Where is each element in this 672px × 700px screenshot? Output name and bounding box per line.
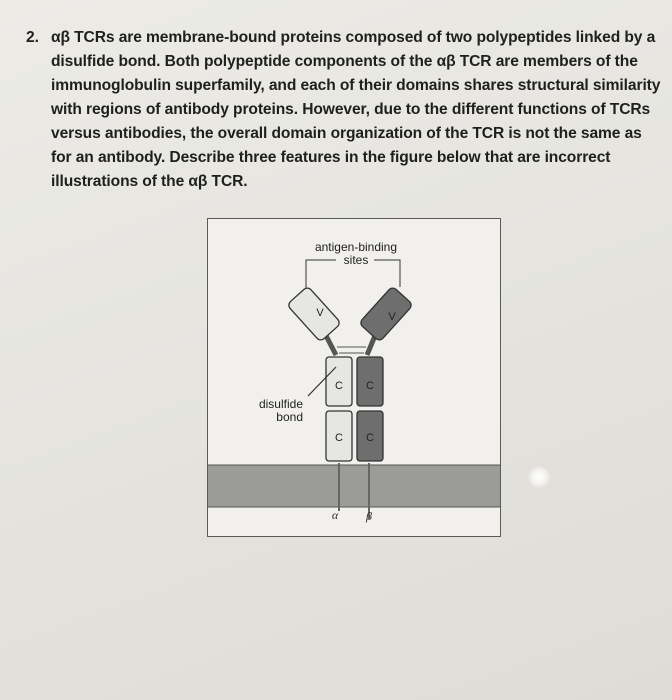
alpha-c1-label: C: [335, 380, 343, 392]
alpha-c2-label: C: [335, 432, 343, 444]
question-text-end: that are incorrect illustrations of the αβ TCR.: [51, 149, 611, 190]
bracket-right: [374, 260, 400, 287]
alpha-chain-label: α: [331, 508, 339, 522]
bracket-left: [306, 260, 336, 291]
beta-v-label: V: [388, 311, 396, 323]
beta-v-domain: [359, 286, 413, 342]
beta-c1-label: C: [366, 380, 374, 392]
alpha-v-label: V: [316, 307, 324, 319]
question-text: [51, 26, 662, 194]
sites-label: sites: [343, 253, 369, 267]
question-number: 2.: [26, 29, 39, 46]
question-block: [26, 26, 662, 194]
question-text-emphasis: three features in the figure below: [238, 149, 481, 166]
alpha-v-domain: [287, 286, 341, 342]
tcr-diagram: [208, 219, 502, 538]
disulfide-label: disulfide: [258, 397, 303, 411]
cell-membrane: [208, 465, 500, 507]
bond-label: bond: [276, 410, 303, 424]
beta-c2-label: C: [366, 432, 374, 444]
tcr-figure: [207, 218, 501, 537]
antigen-binding-label: antigen-binding: [314, 240, 398, 254]
beta-chain-label: β: [366, 509, 372, 523]
light-glare: [528, 466, 550, 488]
question-text-main: αβ TCRs are membrane-bound proteins composed of two polypeptides linked by a disulfide bond. Both polypeptide components of the αβ TCR are members of the immunoglobulin superfamily, and each of their domains shares structural similarity with regions of antibody proteins. However, due to the different functions of TCRs versus antibodies, the overall domain organization of the TCR is not the same as for an antibody. Describe: [51, 29, 661, 166]
